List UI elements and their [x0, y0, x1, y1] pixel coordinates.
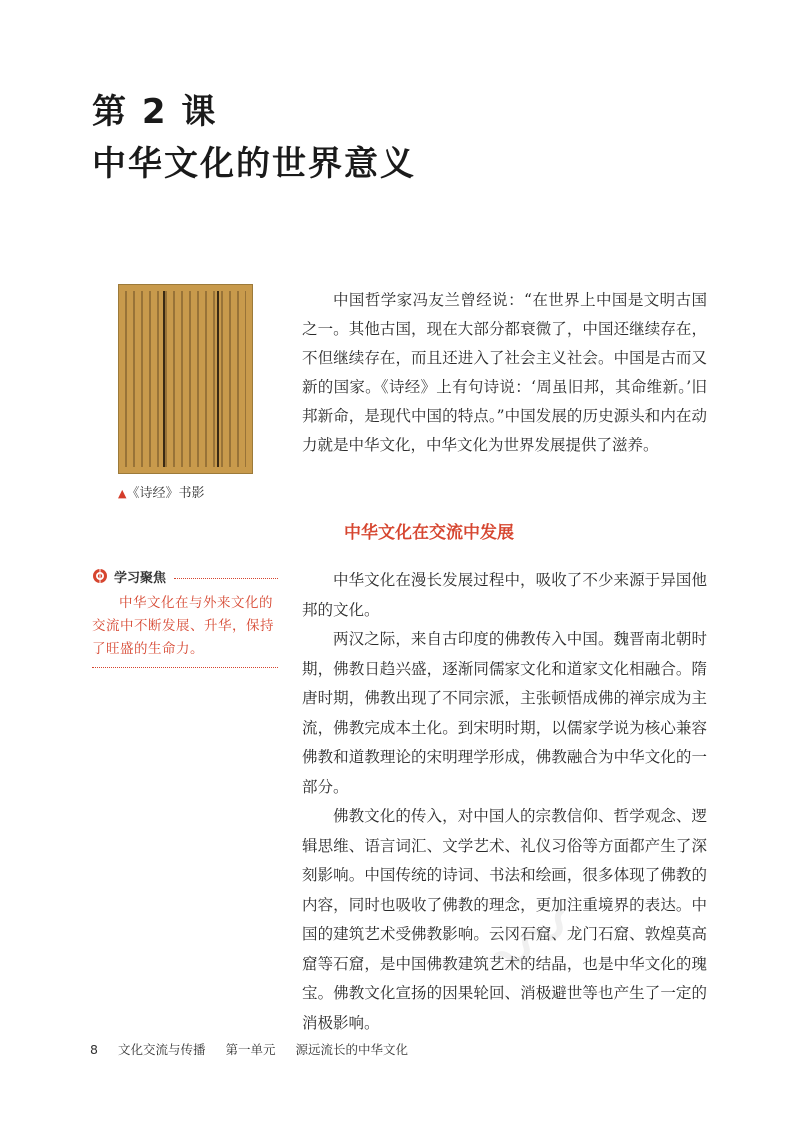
- triangle-marker-icon: ▲: [118, 487, 127, 500]
- dotted-divider: [174, 578, 278, 579]
- footer-unit: 第一单元: [225, 1042, 276, 1057]
- focus-badge-icon: [92, 568, 108, 584]
- learning-focus-box: [92, 566, 278, 668]
- shijing-book-image: [118, 284, 253, 474]
- body-paragraph-2: 两汉之际，来自古印度的佛教传入中国。魏晋南北朝时期，佛教日趋兴盛，逐渐同儒家文化和道家文化相融合。隋唐时期，佛教出现了不同宗派，主张顿悟成佛的禅宗成为主流，佛教完成本土化。到宋明时期，以儒家学说为核心兼容佛教和道教理论的宋明理学形成，佛教融合为中华文化的一部分。: [302, 630, 707, 796]
- footer-unit-title: 源远流长的中华文化: [295, 1042, 408, 1057]
- learning-focus-header: [92, 566, 278, 586]
- learning-focus-text: 中华文化在与外来文化的交流中不断发展、升华，保持了旺盛的生命力。: [92, 595, 274, 657]
- page-footer: [90, 1040, 408, 1058]
- figure-caption: [118, 482, 204, 501]
- intro-paragraph: 中国哲学家冯友兰曾经说：“在世界上中国是文明古国之一。其他古国，现在大部分都衰微了，中国还继续存在，不但继续存在，而且还进入了社会主义社会。中国是古而又新的国家。《诗经》上有句诗说：‘周虽旧邦，其命维新。’旧邦新命，是现代中国的特点。”中国发展的历史源头和内在动力就是中华文化，中华文化为世界发展提供了滋养。: [302, 291, 707, 454]
- lesson-number: 第 2 课: [92, 92, 218, 132]
- lesson-title: 中华文化的世界意义: [92, 144, 416, 184]
- footer-book-title: 文化交流与传播: [117, 1042, 206, 1057]
- figure-caption-text: 《诗经》书影: [126, 486, 205, 501]
- body-paragraph-1: 中华文化在漫长发展过程中，吸收了不少来源于异国他邦的文化。: [302, 571, 707, 619]
- watermark: 〰: [476, 881, 596, 1004]
- learning-focus-label: 学习聚焦: [114, 570, 167, 586]
- page-number: 8: [90, 1042, 98, 1057]
- dotted-divider-bottom: [92, 667, 278, 668]
- body-text: [302, 566, 707, 1038]
- body-paragraph-3: 佛教文化的传入，对中国人的宗教信仰、哲学观念、逻辑思维、语言词汇、文学艺术、礼仪习俗等方面都产生了深刻影响。中国传统的诗词、书法和绘画，很多体现了佛教的内容，同时也吸收了佛教的理念，更加注重境界的表达。中国的建筑艺术受佛教影响。云冈石窟、龙门石窟、敦煌莫高窟等石窟，是中国佛教建筑艺术的结晶，也是中华文化的瑰宝。佛教文化宣扬的因果轮回、消极避世等也产生了一定的消极影响。: [302, 807, 707, 1032]
- section-heading: 中华文化在交流中发展: [344, 523, 514, 543]
